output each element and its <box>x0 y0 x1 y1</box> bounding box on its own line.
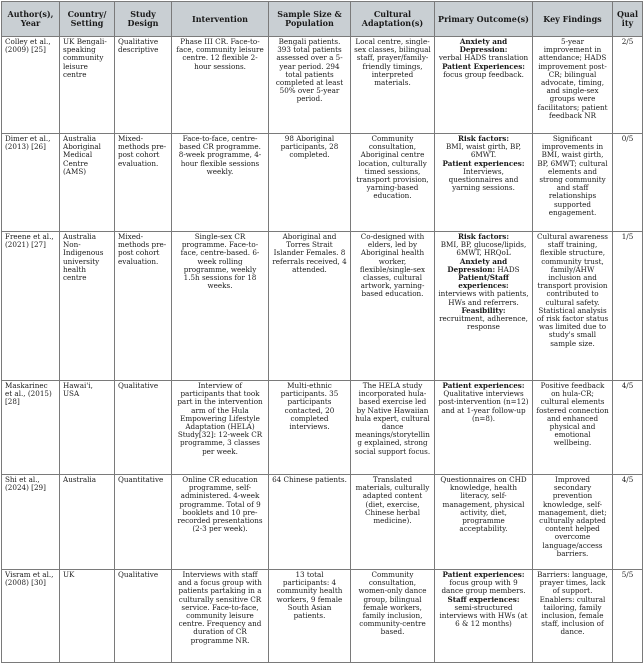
cell-outcomes <box>435 134 533 232</box>
outcome-heading: Anxiety and Depression: <box>459 37 508 55</box>
cell-country: UK Bengali-speaking community leisure centre <box>60 37 115 134</box>
outcome-text: recruitment, adherence, response <box>439 314 528 332</box>
cell-design: Qualitative <box>115 570 172 663</box>
cell-adaptation: The HELA study incorporated hula-based exercise led by Native Hawaiian hula expert, cultural dance meanings/storytelling explained, strong social support focus. <box>351 381 435 475</box>
outcome-text: focus group feedback. <box>443 69 524 79</box>
cell-quality: 5/5 <box>613 570 643 663</box>
outcome-text: HADS <box>497 264 520 274</box>
outcome-item <box>438 63 529 79</box>
cell-quality: 4/5 <box>613 381 643 475</box>
cell-outcomes <box>435 37 533 134</box>
cell-sample: 98 Aboriginal participants, 28 completed. <box>269 134 351 232</box>
outcome-heading: Patient experiences: <box>442 381 525 390</box>
cell-intervention: Single-sex CR programme. Face-to-face, centre-based. 6-week rolling programme, weekly 1.5h sessions for 18 weeks. <box>172 232 269 381</box>
cell-quality: 2/5 <box>613 37 643 134</box>
header-intervention: Intervention <box>172 2 269 37</box>
header-quality: Quality <box>613 2 643 37</box>
cell-outcomes <box>435 475 533 570</box>
cell-author: Freene et al., (2021) [27] <box>2 232 60 381</box>
cell-findings: 5-year improvement in attendance; HADS improvement post-CR; bilingual advocate, timing, and single-sex groups were facilitators; patient feedback NR <box>533 37 613 134</box>
cell-quality: 1/5 <box>613 232 643 381</box>
cell-country: Australia Aboriginal Medical Centre (AMS) <box>60 134 115 232</box>
header-sample: Sample Size & Population <box>269 2 351 37</box>
cell-country: UK <box>60 570 115 663</box>
outcome-text: semi-structured interviews with HWs (at 6 & 12 months) <box>439 602 528 629</box>
cell-findings: Barriers: language, prayer times, lack of support. Enablers: cultural tailoring, family inclusion, female staff, inclusion of dance. <box>533 570 613 663</box>
outcome-text: Qualitative interviews post-intervention (n=12) and at 1-year follow-up (n=8). <box>438 389 529 423</box>
outcome-item <box>438 135 529 160</box>
cell-intervention: Phase III CR. Face-to-face, community leisure centre. 12 flexible 2-hour sessions. <box>172 37 269 134</box>
cell-adaptation: Translated materials, culturally adapted content (diet, exercise, Chinese herbal medicine). <box>351 475 435 570</box>
outcome-text: Interviews, questionnaires and yarning sessions. <box>448 166 519 193</box>
cell-outcomes <box>435 381 533 475</box>
header-design: Study Design <box>115 2 172 37</box>
outcome-item <box>438 571 529 596</box>
outcome-item <box>438 476 529 533</box>
cell-country: Australia <box>60 475 115 570</box>
cell-design: Mixed-methods pre-post cohort evaluation. <box>115 134 172 232</box>
outcome-text: BMI, waist girth, BP, 6MWT. <box>445 142 521 160</box>
outcome-text: Questionnaires on CHD knowledge, health literacy, self-management, physical activity, diet, programme acceptability. <box>440 475 527 534</box>
cell-country: Australia Non-Indigenous university health centre <box>60 232 115 381</box>
outcome-item <box>438 38 529 63</box>
cell-sample: 13 total participants: 4 community health workers, 9 female South Asian patients. <box>269 570 351 663</box>
cell-sample: 64 Chinese patients. <box>269 475 351 570</box>
cell-intervention: Interview of participants that took part in the intervention arm of the Hula Empowering Lifestyle Adaptation (HELA) Study[32]: 12-week CR programme, 3 classes per week. <box>172 381 269 475</box>
outcome-item <box>438 596 529 629</box>
cell-adaptation: Co-designed with elders, led by Aboriginal health worker, flexible/single-sex classes, cultural artwork, yarning-based education. <box>351 232 435 381</box>
cell-author: Shi et al., (2024) [29] <box>2 475 60 570</box>
header-author: Author(s), Year <box>2 2 60 37</box>
outcome-heading: Risk factors: <box>458 232 509 241</box>
studies-table <box>1 1 643 663</box>
table-row <box>2 570 643 663</box>
cell-sample: Aboriginal and Torres Strait Islander Females. 8 referrals received, 4 attended. <box>269 232 351 381</box>
cell-design: Qualitative descriptive <box>115 37 172 134</box>
outcome-text: interviews with patients, HWs and referrers. <box>438 289 529 307</box>
outcome-heading: Patient Experiences: <box>442 61 525 71</box>
outcome-heading: Patient/Staff experiences: <box>458 273 509 291</box>
outcome-item <box>438 233 529 258</box>
outcome-item <box>438 274 529 307</box>
cell-intervention: Interviews with staff and a focus group with patients partaking in a culturally sensitive CR service. Face-to-face, community leisure centre. Frequency and duration of CR programme NR. <box>172 570 269 663</box>
outcome-text: BMI, BP, glucose/lipids, 6MWT, HRQoL <box>440 240 527 258</box>
table-row <box>2 232 643 381</box>
cell-sample: Multi-ethnic participants. 35 participants contacted, 20 completed interviews. <box>269 381 351 475</box>
cell-country: Hawai'i, USA <box>60 381 115 475</box>
outcome-item <box>438 258 529 274</box>
outcome-heading: Staff experiences: <box>447 594 520 604</box>
outcome-heading: Patient experiences: <box>442 158 525 168</box>
cell-adaptation: Community consultation, Aboriginal centre location, culturally timed sessions, transport provision, yarning-based education. <box>351 134 435 232</box>
table-header-row <box>2 2 643 37</box>
header-outcomes: Primary Outcome(s) <box>435 2 533 37</box>
outcome-text: focus group with 9 dance group members. <box>441 578 526 596</box>
cell-outcomes <box>435 232 533 381</box>
cell-findings: Improved secondary prevention knowledge, self-management, diet; culturally adapted content helped overcome language/access barriers. <box>533 475 613 570</box>
cell-findings: Significant improvements in BMI, waist girth, BP, 6MWT; cultural elements and strong community and staff relationships supported engagement. <box>533 134 613 232</box>
table-row <box>2 475 643 570</box>
outcome-heading: Anxiety and Depression: <box>447 256 508 274</box>
outcome-heading: Feasibility: <box>461 305 506 315</box>
cell-author: Colley et al., (2009) [25] <box>2 37 60 134</box>
cell-findings: Positive feedback on hula-CR; cultural elements fostered connection and enhanced physical and emotional wellbeing. <box>533 381 613 475</box>
cell-findings: Cultural awareness staff training, flexible structure, community trust, family/AHW inclusion and transport provision contributed to cultural safety. Statistical analysis of risk factor status was limited due to study's small sample size. <box>533 232 613 381</box>
cell-intervention: Online CR education programme, self-administered. 4-week programme. Total of 9 booklets and 10 pre-recorded presentations (2-3 per week). <box>172 475 269 570</box>
outcome-heading: Patient experiences: <box>442 570 525 579</box>
cell-quality: 0/5 <box>613 134 643 232</box>
outcome-item <box>438 382 529 423</box>
header-findings: Key Findings <box>533 2 613 37</box>
cell-sample: Bengali patients. 393 total patients assessed over a 5-year period. 294 total patients completed at least 50% over 5-year period. <box>269 37 351 134</box>
cell-author: Visram et al., (2008) [30] <box>2 570 60 663</box>
outcome-item <box>438 307 529 332</box>
outcome-heading: Risk factors: <box>458 134 509 143</box>
cell-adaptation: Community consultation, women-only dance group, bilingual female workers, family inclusion, community-centre based. <box>351 570 435 663</box>
outcome-item <box>438 160 529 193</box>
table-row <box>2 381 643 475</box>
cell-outcomes <box>435 570 533 663</box>
cell-quality: 4/5 <box>613 475 643 570</box>
cell-intervention: Face-to-face, centre-based CR programme. 8-week programme, 4-hour flexible sessions weekly. <box>172 134 269 232</box>
cell-author: Dimer et al., (2013) [26] <box>2 134 60 232</box>
table-row <box>2 37 643 134</box>
cell-design: Qualitative <box>115 381 172 475</box>
header-adaptation: Cultural Adaptation(s) <box>351 2 435 37</box>
outcome-text: verbal HADS translation <box>438 53 529 63</box>
cell-design: Quantitative <box>115 475 172 570</box>
cell-adaptation: Local centre, single-sex classes, bilingual staff, prayer/family-friendly timings, interpreted materials. <box>351 37 435 134</box>
cell-design: Mixed-methods pre-post cohort evaluation. <box>115 232 172 381</box>
table-row <box>2 134 643 232</box>
cell-author: Maskarinec et al., (2015) [28] <box>2 381 60 475</box>
header-country: Country/ Setting <box>60 2 115 37</box>
